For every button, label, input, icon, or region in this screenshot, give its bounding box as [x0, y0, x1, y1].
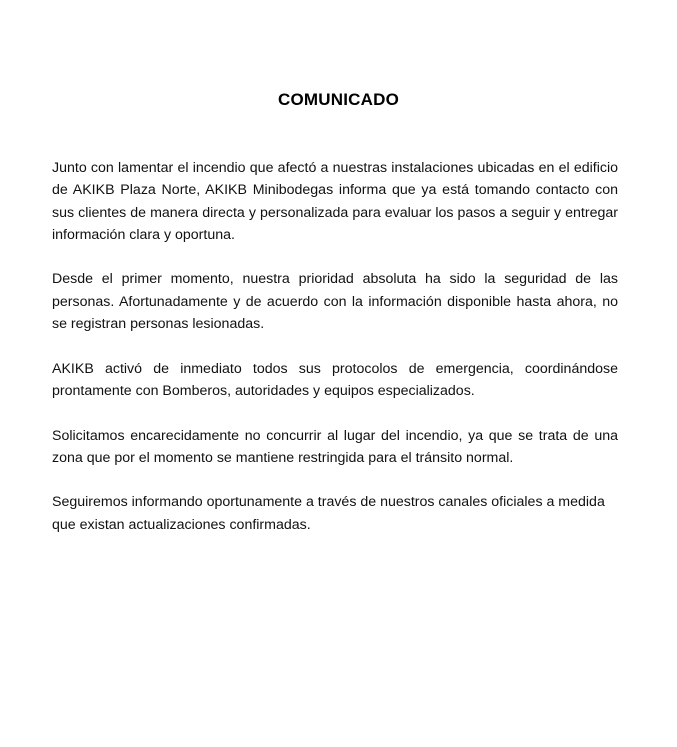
- paragraph-incendio: Junto con lamentar el incendio que afectó a nuestras instalaciones ubicadas en el edificio de AKIKB Plaza Norte, AKIKB Minibodegas informa que ya está tomando contacto con sus clientes de manera directa y personalizada para evaluar los pasos a seguir y entregar información clara y oportuna.: [52, 160, 618, 243]
- document-body: [52, 157, 618, 536]
- paragraph-informacion: Seguiremos informando oportunamente a través de nuestros canales oficiales a medida que existan actualizaciones confirmadas.: [52, 494, 605, 533]
- paragraph-seguridad: Desde el primer momento, nuestra prioridad absoluta ha sido la seguridad de las personas. Afortunadamente y de acuerdo con la información disponible hasta ahora, no se registran personas lesionadas.: [52, 271, 618, 333]
- paragraph-solicitud: Solicitamos encarecidamente no concurrir al lugar del incendio, ya que se trata de una zona que por el momento se mantiene restringida para el tránsito normal.: [52, 427, 618, 466]
- document-title: COMUNICADO: [278, 90, 399, 109]
- paragraph-protocolos: AKIKB activó de inmediato todos sus protocolos de emergencia, coordinándose prontamente con Bomberos, autoridades y equipos especializados.: [52, 360, 618, 399]
